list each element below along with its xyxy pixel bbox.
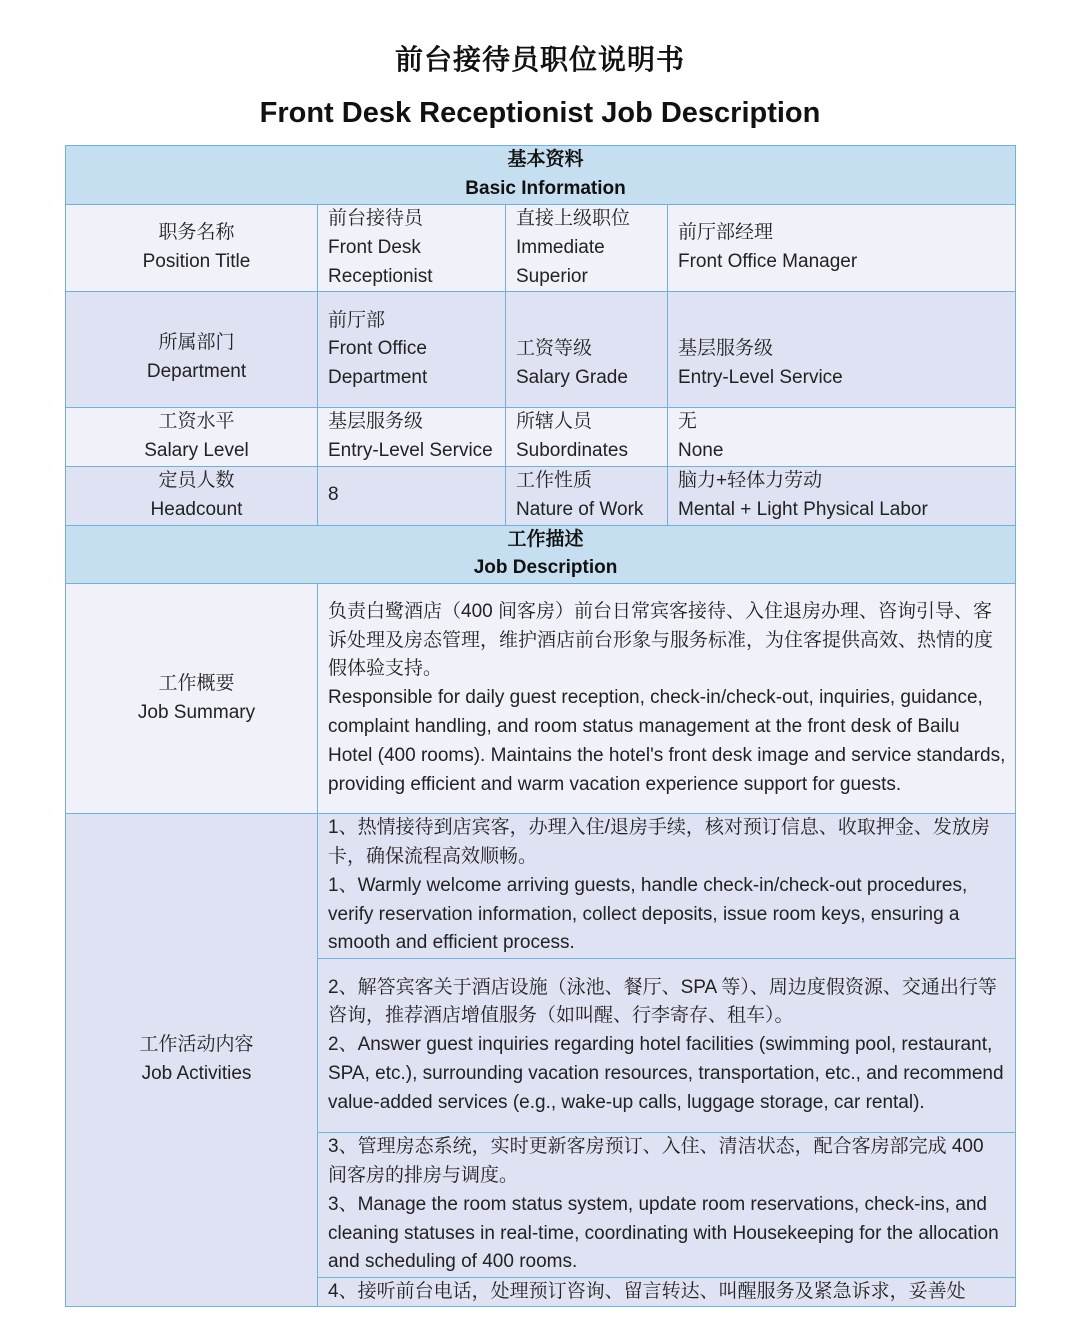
subordinates-value [668,408,1016,467]
job-summary-cn: 负责白鹭酒店（400 间客房）前台日常宾客接待、入住退房办理、咨询引导、客诉处理及房态管理，维护酒店前台形象与服务标准，为住客提供高效、热情的度假体验支持。 [328,600,994,680]
activity-1-en: 1、Warmly welcome arriving guests, handle check-in/check-out procedures, verify reservation information, collect deposits, issue room keys, ensuring a smooth and efficient process. [328,874,968,954]
activity-1-cn: 1、热情接待到店宾客，办理入住/退房手续，核对预订信息、收取押金、发放房卡，确保流程高效顺畅。 [328,817,990,867]
basic-info-header-en: Basic Information [465,178,626,199]
job-description-table [65,145,1016,1307]
superior-value [668,205,1016,292]
activity-4-cn: 4、接听前台电话，处理预订咨询、留言转达、叫醒服务及紧急诉求，妥善处 [328,1281,966,1303]
superior-value-en: Front Office Manager [678,251,858,273]
department-label-cn: 所属部门 [158,332,235,354]
department-label-en: Department [146,360,247,382]
position-title-label-en: Position Title [142,251,251,273]
nature-value-en: Mental + Light Physical Labor [678,498,928,520]
position-title-value-en-1: Front Desk [328,236,421,258]
job-activities-label-cn: 工作活动内容 [139,1034,254,1056]
headcount-label [66,466,318,525]
superior-value-cn: 前厅部经理 [678,222,774,244]
page-title-en: Front Desk Receptionist Job Description [259,97,821,129]
nature-value [668,466,1016,525]
subordinates-label [506,408,668,467]
department-value-cn: 前厅部 [328,309,386,331]
basic-info-header-cn: 基本资料 [507,149,584,171]
salary-grade-label-en: Salary Grade [516,366,628,388]
job-activities-label-en: Job Activities [141,1063,252,1085]
salary-level-value-en: Entry-Level Service [328,440,493,462]
superior-label-cn: 直接上级职位 [516,208,631,229]
position-title-value [318,205,506,292]
job-summary-label-cn: 工作概要 [158,672,235,694]
salary-level-value-cn: 基层服务级 [328,411,424,433]
subordinates-value-en: None [678,440,724,462]
superior-label-en-1: Immediate [516,236,605,258]
salary-level-value [318,408,506,467]
job-summary-row [66,584,1016,814]
salary-grade-value-en: Entry-Level Service [678,366,843,388]
activity-item [318,959,1016,1133]
job-activities-label [66,814,318,1307]
activity-3-en: 3、Manage the room status system, update room reservations, check-ins, and cleaning statuses in real-time, coordinating with Housekeeping for the allocation and scheduling of 400 rooms. [328,1193,999,1273]
department-row [66,292,1016,408]
job-description-header [66,525,1016,584]
activity-item [318,1133,1016,1278]
job-description-header-en: Job Description [473,557,618,579]
salary-grade-value [668,292,1016,408]
activity-3-cn: 3、管理房态系统，实时更新客房预订、入住、清洁状态，配合客房部完成 400 间客房的排房与调度。 [328,1136,984,1186]
subordinates-label-cn: 所辖人员 [516,411,593,433]
activity-item [318,1278,1016,1307]
position-title-label [66,205,318,292]
position-title-value-en-2: Receptionist [328,265,433,287]
nature-label-en: Nature of Work [516,498,644,520]
nature-value-cn: 脑力+轻体力劳动 [678,469,823,491]
salary-grade-value-cn: 基层服务级 [678,338,774,360]
headcount-label-en: Headcount [150,498,243,520]
job-summary-label [66,584,318,814]
page-title-cn: 前台接待员职位说明书 [394,44,685,75]
position-title-value-cn: 前台接待员 [328,208,424,229]
department-value [318,292,506,408]
activity-2-cn: 2、解答宾客关于酒店设施（泳池、餐厅、SPA 等）、周边度假资源、交通出行等咨询，推荐酒店增值服务（如叫醒、行李寄存、租车）。 [328,976,997,1027]
superior-label-en-2: Superior [516,265,588,287]
department-value-en-1: Front Office [328,338,427,360]
basic-info-header-row [66,146,1016,205]
position-title-label-cn: 职务名称 [158,222,235,244]
salary-level-label-cn: 工资水平 [158,411,235,433]
subordinates-label-en: Subordinates [516,440,628,462]
salary-level-label-en: Salary Level [144,440,249,462]
basic-info-header [66,146,1016,205]
activity-2-en: 2、Answer guest inquiries regarding hotel facilities (swimming pool, restaurant, SPA, etc.), surrounding vacation resources, transportation, etc., and recommend value-added services (e.g., wake-up calls, luggage storage, car rental). [328,1034,1004,1113]
department-value-en-2: Department [328,367,428,389]
headcount-row [66,466,1016,525]
job-summary-en: Responsible for daily guest reception, check-in/check-out, inquiries, guidance, complaint handling, and room status management at the front desk of Bailu Hotel (400 rooms). Maintains the hotel's front desk image and service standards, providing efficient and warm vacation experience support for guests. [328,687,1006,795]
job-description-header-row [66,525,1016,584]
activity-row-1 [66,814,1016,959]
salary-level-row [66,408,1016,467]
position-title-row [66,205,1016,292]
salary-level-label [66,408,318,467]
salary-grade-label [506,292,668,408]
nature-label [506,466,668,525]
job-summary-content [318,584,1016,814]
headcount-value: 8 [318,466,506,525]
subordinates-value-cn: 无 [678,411,698,433]
headcount-label-cn: 定员人数 [158,469,235,491]
job-description-header-cn: 工作描述 [507,528,584,550]
superior-label [506,205,668,292]
salary-grade-label-cn: 工资等级 [516,338,593,360]
job-summary-label-en: Job Summary [137,701,256,723]
department-label [66,292,318,408]
nature-label-cn: 工作性质 [516,469,593,491]
activity-item [318,814,1016,959]
